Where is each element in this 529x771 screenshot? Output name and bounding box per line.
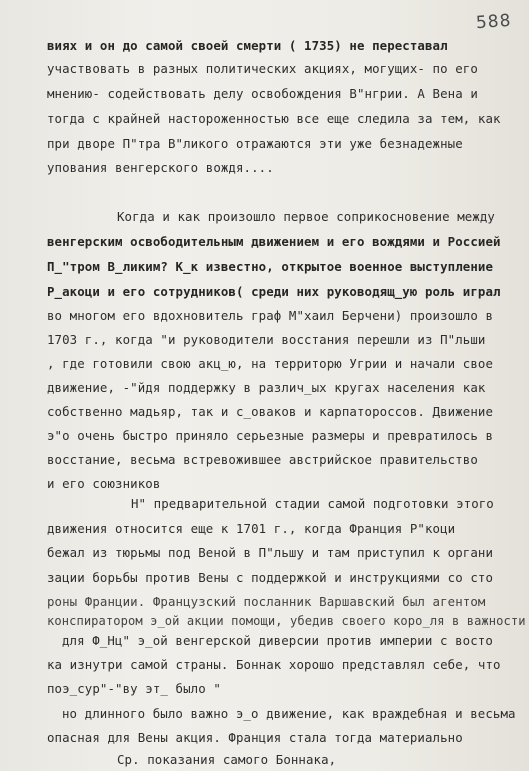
text-line: но длинного было важно э_о движение, как враждебная и весьма <box>62 706 516 721</box>
text-line: во многом его вдохновитель граф М"хаил Берчени) произошло в <box>47 308 494 323</box>
text-line: движения относится еще к 1701 г., когда Франция Р"коци <box>47 521 456 536</box>
page-number: 588 <box>475 10 513 34</box>
text-line: поэ_сур"-"ву эт_ было " <box>47 681 221 696</box>
text-line: Ср. показания самого Боннака, <box>117 752 337 767</box>
text-line: П_"тром В_ликим? К_к известно, открытое военное выступление <box>47 259 494 274</box>
text-line: зации борьбы против Вены с поддержкой и инструкциями со сто <box>47 570 494 585</box>
text-line: при дворе П"тра В"ликого отражаются эти уже безнадежные <box>47 136 463 151</box>
text-line: Р_акоци и его сотрудников( среди них руководящ_ую роль играл <box>47 284 501 299</box>
text-line: бежал из тюрьмы под Веной в П"льшу и там приступил к органи <box>47 545 494 560</box>
text-line: конспиратором э_ой акции помощи, убедив своего коро_ля в важности <box>47 613 526 628</box>
text-line: собственно мадьяр, так и с_оваков и карпатороссов. Движение <box>47 404 494 419</box>
text-line: венгерским освободительным движением и его вождями и Россией <box>47 234 501 249</box>
text-line: Когда и как произошло первое соприкосновение между <box>117 209 495 224</box>
text-line: восстание, весьма встревожившее австрийское правительство <box>47 452 478 467</box>
text-line: виях и он до самой своей смерти ( 1735) не переставал <box>47 38 448 53</box>
text-line: э"о очень быстро приняло серьезные размеры и превратилось в <box>47 428 494 443</box>
text-line: движение, -"йдя поддержку в различ_ых кругах населения как <box>47 380 486 395</box>
text-line: участвовать в разных политических акциях, могущих- по его <box>47 61 478 76</box>
text-line: мнению- содействовать делу освобождения В"нгрии. А Вена и <box>47 86 478 101</box>
text-line: и его союзников <box>47 476 161 491</box>
text-line: для Ф_Нц" э_ой венгерской диверсии против империи с восто <box>62 633 493 648</box>
text-line: Н" предварительной стадии самой подготовки этого <box>131 496 494 511</box>
text-line: роны Франции. Французский посланник Варшавский был агентом <box>47 594 486 609</box>
text-line: тогда с крайней настороженностью все еще следила за тем, как <box>47 111 501 126</box>
text-line: ка изнутри самой страны. Боннак хорошо представлял себе, что <box>47 657 501 672</box>
text-line: , где готовили свою акц_ю, на территорю Угрии и начали свое <box>47 356 494 371</box>
text-line: 1703 г., когда "и руководители восстания перешли из П"льши <box>47 332 486 347</box>
text-line: опасная для Вены акция. Франция стала тогда материально <box>47 730 463 745</box>
text-line: упования венгерского вождя.... <box>47 160 274 175</box>
